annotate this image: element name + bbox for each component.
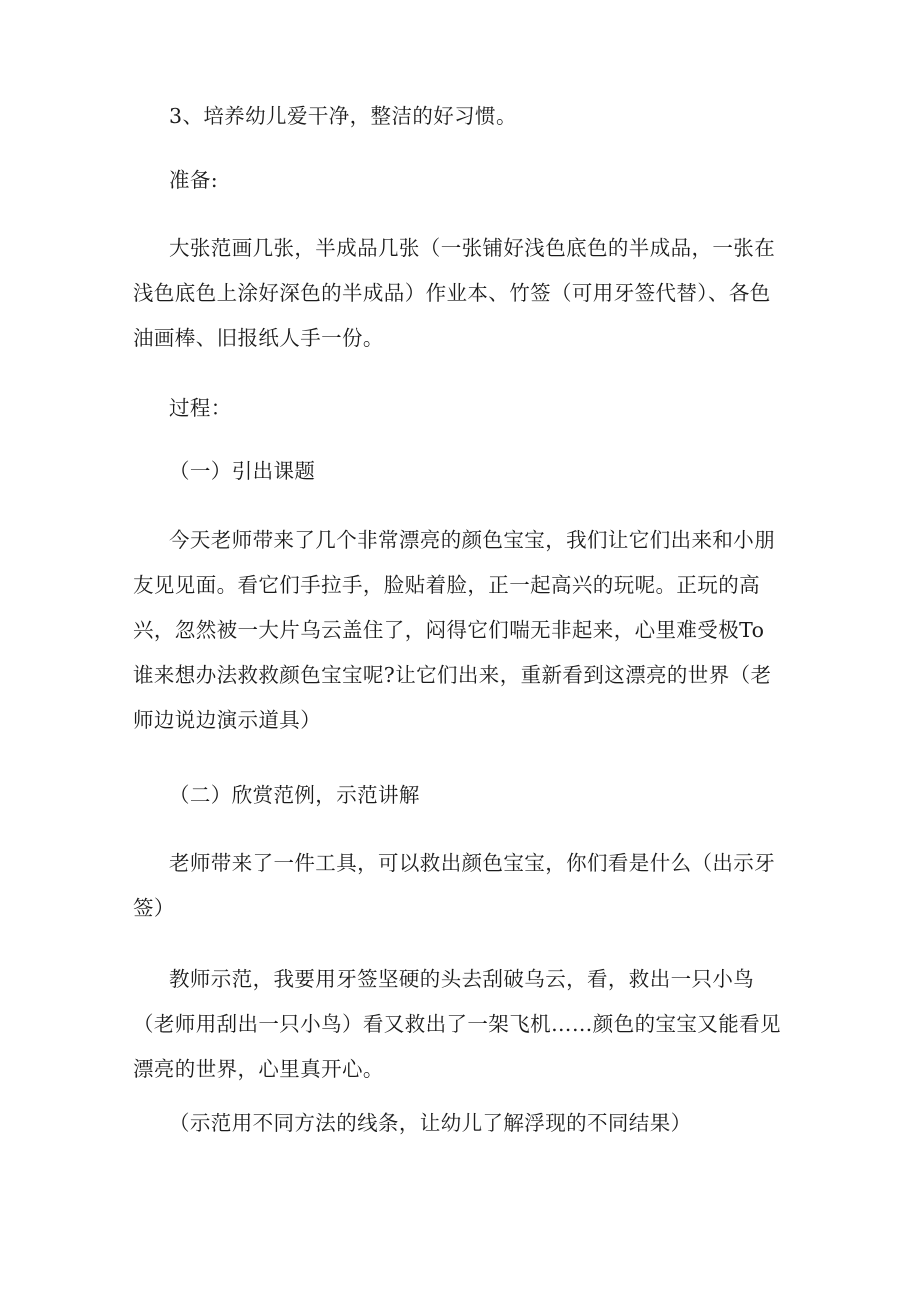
preparation-heading: 准备:	[169, 168, 219, 192]
demonstration-note: （示范用不同方法的线条，让幼儿了解浮现的不同结果）	[169, 1111, 692, 1135]
process-heading: 过程：	[169, 396, 232, 420]
section-1-text: 今天老师带来了几个非常漂亮的颜色宝宝，我们让它们出来和小朋友见见面。看它们手拉手，脸贴着脸，正一起高兴的玩呢。正玩的高兴，忽然被一大片乌云盖住了，闷得它们喘无非起来，心里难受极To谁来想办法救救颜色宝宝呢?让它们出来，重新看到这漂亮的世界（老师边说边演示道具）	[133, 528, 776, 732]
goal-item-3: 3、培养幼儿爱干净，整洁的好习惯。	[169, 104, 517, 128]
section-heading-2: （二）欣赏范例，示范讲解	[169, 783, 420, 807]
section-heading-1: （一）引出课题	[169, 459, 316, 483]
preparation-text: 大张范画几张，半成品几张（一张铺好浅色底色的半成品，一张在浅色底色上涂好深色的半成品）作业本、竹签（可用牙签代替）、各色油画棒、旧报纸人手一份。	[133, 236, 776, 350]
section-2-text: 老师带来了一件工具，可以救出颜色宝宝，你们看是什么（出示牙签）	[133, 851, 776, 920]
demonstration-text: 教师示范，我要用牙签坚硬的头去刮破乌云，看，救出一只小鸟（老师用刮出一只小鸟）看又救出了一架飞机……颜色的宝宝又能看见漂亮的世界，心里真开心。	[133, 967, 781, 1081]
